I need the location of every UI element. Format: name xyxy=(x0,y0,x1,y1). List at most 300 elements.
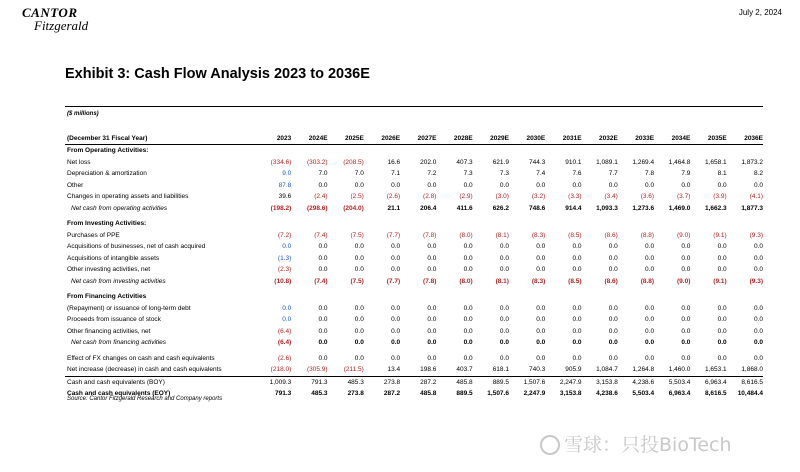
value-cell: 0.0 xyxy=(753,327,763,335)
value-cell: 0.0 xyxy=(753,339,763,346)
value-cell: 0.0 xyxy=(318,354,328,362)
year-header: 2035E xyxy=(690,133,726,145)
year-header: 2024E xyxy=(291,133,327,145)
value-cell: 1,093.3 xyxy=(596,204,618,212)
value-cell: (10.8) xyxy=(274,277,292,285)
value-cell: 0.0 xyxy=(354,181,364,189)
table-row xyxy=(65,191,763,203)
value-cell: (198.2) xyxy=(270,204,292,212)
value-cell: 202.0 xyxy=(420,158,437,166)
year-header: 2025E xyxy=(328,133,364,145)
value-cell: (8.8) xyxy=(640,231,655,239)
value-cell: (2.4) xyxy=(314,193,328,200)
value-cell: 0.0 xyxy=(354,316,364,323)
value-cell: 0.0 xyxy=(645,339,655,346)
value-cell: (208.5) xyxy=(343,158,364,166)
value-cell: 0.0 xyxy=(608,266,618,273)
value-cell: 740.3 xyxy=(528,366,546,373)
value-cell: 0.0 xyxy=(354,304,364,312)
value-cell: 0.0 xyxy=(645,304,655,312)
year-header: 2036E xyxy=(727,133,763,145)
value-cell: 1,084.7 xyxy=(596,366,618,373)
value-cell: 0.0 xyxy=(608,339,618,346)
year-header: 2033E xyxy=(618,133,654,145)
value-cell: 1,653.1 xyxy=(704,366,727,373)
value-cell: 3,153.8 xyxy=(582,376,618,388)
year-header: 2030E xyxy=(509,133,545,145)
value-cell: 0.0 xyxy=(499,254,509,262)
value-cell: 0.0 xyxy=(463,316,473,323)
value-cell: 0.0 xyxy=(717,327,727,335)
value-cell: (305.9) xyxy=(306,366,328,373)
value-cell: 0.0 xyxy=(536,316,546,323)
value-cell: (7.8) xyxy=(423,231,437,239)
value-cell: 0.0 xyxy=(536,266,546,273)
value-cell: 0.0 xyxy=(427,327,437,335)
value-cell: 7.3 xyxy=(463,170,473,177)
value-cell: (2.6) xyxy=(386,193,401,200)
value-cell: 791.3 xyxy=(275,390,292,397)
value-cell: 206.4 xyxy=(420,204,437,212)
value-cell: 0.0 xyxy=(318,181,328,189)
value-cell: 0.0 xyxy=(391,266,401,273)
value-cell: 8.2 xyxy=(753,170,763,177)
year-header: 2032E xyxy=(582,133,618,145)
value-cell: (8.3) xyxy=(531,231,546,239)
value-cell: 0.0 xyxy=(536,339,546,346)
value-cell: 0.0 xyxy=(753,254,763,262)
value-cell: 914.4 xyxy=(565,204,582,212)
value-cell: (204.0) xyxy=(343,204,364,212)
value-cell: 621.9 xyxy=(492,158,509,166)
value-cell: 0.0 xyxy=(391,354,401,362)
value-cell: (2.6) xyxy=(277,354,292,362)
value-cell: 0.0 xyxy=(753,266,763,273)
value-cell: (8.0) xyxy=(459,231,473,239)
value-cell: (9.3) xyxy=(749,231,763,239)
value-cell: 1,873.2 xyxy=(741,158,763,166)
value-cell: 0.0 xyxy=(282,243,292,250)
section-heading: From Financing Activities xyxy=(67,293,147,300)
value-cell: 13.4 xyxy=(387,366,401,373)
value-cell: 403.7 xyxy=(456,366,473,373)
value-cell: 0.0 xyxy=(681,316,691,323)
table-row xyxy=(65,264,763,276)
value-cell: 485.3 xyxy=(328,376,364,388)
table-row xyxy=(65,353,763,365)
value-cell: 0.0 xyxy=(427,339,437,346)
value-cell: (8.0) xyxy=(459,277,473,285)
value-cell: 6,963.4 xyxy=(668,390,691,397)
value-cell: 0.0 xyxy=(463,327,473,335)
snowball-logo-icon xyxy=(540,435,560,455)
value-cell: 0.0 xyxy=(427,316,437,323)
row-label: Net loss xyxy=(67,158,91,166)
table-row xyxy=(65,303,763,315)
value-cell: (8.5) xyxy=(568,231,582,239)
value-cell: (8.3) xyxy=(531,277,546,285)
value-cell: (7.5) xyxy=(350,277,364,285)
table-row xyxy=(65,168,763,180)
value-cell: 4,238.6 xyxy=(618,376,654,388)
value-cell: 7.7 xyxy=(608,170,618,177)
value-cell: (3.2) xyxy=(531,193,546,200)
table-row xyxy=(65,364,763,376)
table-row xyxy=(65,314,763,326)
value-cell: (4.1) xyxy=(749,193,763,200)
value-cell: (218.0) xyxy=(270,366,292,373)
value-cell: 1,658.1 xyxy=(704,158,727,166)
value-cell: (2.8) xyxy=(423,193,437,200)
value-cell: (7.2) xyxy=(277,231,292,239)
value-cell: 0.0 xyxy=(499,304,509,312)
year-header: 2026E xyxy=(364,133,400,145)
row-label: Net increase (decrease) in cash and cash equivalents xyxy=(67,366,222,373)
value-cell: 0.0 xyxy=(753,304,763,312)
value-cell: (3.0) xyxy=(495,193,509,200)
value-cell: 0.0 xyxy=(499,266,509,273)
value-cell: 0.0 xyxy=(318,266,328,273)
value-cell: 0.0 xyxy=(463,254,473,262)
value-cell: 87.8 xyxy=(278,181,292,189)
value-cell: (9.1) xyxy=(713,231,727,239)
value-cell: 0.0 xyxy=(354,254,364,262)
row-label: Purchases of PPE xyxy=(67,231,120,239)
fiscal-year-header: (December 31 Fiscal Year) xyxy=(65,133,255,145)
value-cell: 2,247.9 xyxy=(523,390,546,397)
value-cell: 0.0 xyxy=(681,243,691,250)
logo-line2: Fitzgerald xyxy=(34,18,89,33)
value-cell: 0.0 xyxy=(463,304,473,312)
value-cell: 0.0 xyxy=(572,327,582,335)
section-heading-row xyxy=(65,291,763,303)
value-cell: (3.4) xyxy=(604,193,618,200)
value-cell: 0.0 xyxy=(681,181,691,189)
value-cell: 21.1 xyxy=(387,204,401,212)
value-cell: 411.6 xyxy=(456,204,473,212)
value-cell: 0.0 xyxy=(717,354,727,362)
value-cell: 0.0 xyxy=(717,316,727,323)
value-cell: (8.1) xyxy=(495,277,509,285)
value-cell: 5,503.4 xyxy=(654,376,690,388)
value-cell: 905.9 xyxy=(565,366,582,373)
value-cell: 0.0 xyxy=(354,327,364,335)
value-cell: 1,269.4 xyxy=(632,158,655,166)
value-cell: (7.5) xyxy=(350,231,364,239)
value-cell: 0.0 xyxy=(717,266,727,273)
value-cell: 485.3 xyxy=(311,390,328,397)
value-cell: 889.5 xyxy=(473,376,509,388)
value-cell: 7.0 xyxy=(318,170,328,177)
row-label: Cash and cash equivalents (BOY) xyxy=(65,376,255,388)
value-cell: 1,089.1 xyxy=(596,158,618,166)
value-cell: 0.0 xyxy=(318,254,328,262)
value-cell: 1,469.0 xyxy=(668,204,691,212)
value-cell: 0.0 xyxy=(753,181,763,189)
value-cell: 2,247.9 xyxy=(545,376,581,388)
value-cell: 618.1 xyxy=(492,366,509,373)
value-cell: 4,238.6 xyxy=(596,390,618,397)
logo-line1: CANTOR xyxy=(22,5,78,20)
value-cell: 0.0 xyxy=(681,339,691,346)
value-cell: 0.0 xyxy=(318,243,328,250)
value-cell: (9.3) xyxy=(749,277,763,285)
value-cell: 0.0 xyxy=(608,316,618,323)
value-cell: 7.3 xyxy=(499,170,509,177)
report-date: July 2, 2024 xyxy=(738,8,782,17)
value-cell: 1,273.6 xyxy=(632,204,655,212)
value-cell: 0.0 xyxy=(645,181,655,189)
value-cell: 0.0 xyxy=(753,243,763,250)
value-cell: (7.8) xyxy=(423,277,437,285)
title-rule xyxy=(65,106,763,107)
table-header-row xyxy=(65,133,763,145)
source-note: Source: Cantor Fitzgerald Research and Company reports xyxy=(67,396,223,402)
value-cell: 744.3 xyxy=(528,158,546,166)
value-cell: 0.0 xyxy=(536,243,546,250)
section-heading: From Operating Activities: xyxy=(67,147,149,154)
value-cell: 0.0 xyxy=(499,243,509,250)
value-cell: 791.3 xyxy=(291,376,327,388)
value-cell: 0.0 xyxy=(645,316,655,323)
value-cell: 0.0 xyxy=(608,243,618,250)
value-cell: (8.6) xyxy=(604,277,618,285)
exhibit-title: Exhibit 3: Cash Flow Analysis 2023 to 2036E xyxy=(65,66,370,82)
subtotal-row xyxy=(65,276,763,288)
value-cell: 7.4 xyxy=(536,170,546,177)
value-cell: 0.0 xyxy=(753,354,763,362)
value-cell: 0.0 xyxy=(536,181,546,189)
value-cell: 0.0 xyxy=(391,304,401,312)
value-cell: 1,507.6 xyxy=(487,390,509,397)
value-cell: (3.6) xyxy=(640,193,655,200)
value-cell: 0.0 xyxy=(536,354,546,362)
value-cell: (7.7) xyxy=(386,277,401,285)
value-cell: 0.0 xyxy=(608,254,618,262)
value-cell: 0.0 xyxy=(645,327,655,335)
year-header: 2031E xyxy=(545,133,581,145)
table-row xyxy=(65,326,763,338)
year-header: 2029E xyxy=(473,133,509,145)
row-label: Net cash from financing activities xyxy=(71,339,167,346)
watermark xyxy=(540,430,732,457)
value-cell: 0.0 xyxy=(427,266,437,273)
value-cell: 0.0 xyxy=(318,339,328,346)
value-cell: (334.6) xyxy=(270,158,292,166)
value-cell: (6.4) xyxy=(277,339,292,346)
section-heading-row xyxy=(65,218,763,230)
value-cell: 1,464.8 xyxy=(668,158,691,166)
value-cell: 198.6 xyxy=(420,366,437,373)
value-cell: (1.3) xyxy=(277,254,292,262)
table-row xyxy=(65,157,763,169)
value-cell: (3.7) xyxy=(677,193,691,200)
value-cell: 0.0 xyxy=(572,354,582,362)
value-cell: (6.4) xyxy=(277,327,292,335)
value-cell: (9.0) xyxy=(677,231,691,239)
value-cell: 0.0 xyxy=(608,181,618,189)
value-cell: 407.3 xyxy=(456,158,473,166)
value-cell: 0.0 xyxy=(282,304,292,312)
value-cell: 0.0 xyxy=(536,254,546,262)
value-cell: 1,877.3 xyxy=(741,204,763,212)
value-cell: 7.8 xyxy=(645,170,655,177)
value-cell: (211.5) xyxy=(343,366,364,373)
value-cell: 0.0 xyxy=(427,181,437,189)
value-cell: 1,868.0 xyxy=(741,366,763,373)
value-cell: 0.0 xyxy=(499,327,509,335)
value-cell: 0.0 xyxy=(427,304,437,312)
value-cell: 0.0 xyxy=(499,316,509,323)
value-cell: 889.5 xyxy=(456,390,473,397)
value-cell: 626.2 xyxy=(492,204,509,212)
value-cell: 10,484.4 xyxy=(737,390,763,397)
value-cell: 0.0 xyxy=(354,339,364,346)
units-label: ($ millions) xyxy=(67,111,99,117)
value-cell: 0.0 xyxy=(318,316,328,323)
value-cell: 0.0 xyxy=(463,266,473,273)
value-cell: 0.0 xyxy=(463,339,473,346)
value-cell: 910.1 xyxy=(565,158,582,166)
table-row xyxy=(65,241,763,253)
subtotal-row xyxy=(65,203,763,215)
value-cell: 0.0 xyxy=(391,254,401,262)
row-label: Acquisitions of businesses, net of cash acquired xyxy=(67,243,206,250)
value-cell: (9.1) xyxy=(713,277,727,285)
value-cell: 0.0 xyxy=(318,304,328,312)
value-cell: 0.0 xyxy=(572,181,582,189)
value-cell: 3,153.8 xyxy=(559,390,582,397)
value-cell: 0.0 xyxy=(318,327,328,335)
value-cell: 0.0 xyxy=(427,354,437,362)
value-cell: 1,662.3 xyxy=(704,204,727,212)
value-cell: 0.0 xyxy=(681,354,691,362)
value-cell: 0.0 xyxy=(681,266,691,273)
value-cell: 0.0 xyxy=(354,243,364,250)
year-header: 2034E xyxy=(654,133,690,145)
value-cell: (2.3) xyxy=(277,266,292,273)
value-cell: (303.2) xyxy=(306,158,328,166)
value-cell: 485.8 xyxy=(420,390,437,397)
value-cell: 0.0 xyxy=(391,316,401,323)
value-cell: 0.0 xyxy=(391,339,401,346)
cash-flow-table xyxy=(65,133,763,400)
value-cell: 0.0 xyxy=(717,339,727,346)
year-header: 2028E xyxy=(436,133,472,145)
year-header: 2023 xyxy=(255,133,291,145)
row-label: Proceeds from issuance of stock xyxy=(67,316,161,323)
row-label: (Repayment) or issuance of long-term debt xyxy=(67,304,191,312)
value-cell: 0.0 xyxy=(463,243,473,250)
row-label: Net cash from operating activities xyxy=(71,204,168,212)
value-cell: 7.1 xyxy=(391,170,401,177)
cantor-fitzgerald-logo xyxy=(22,6,122,40)
value-cell: 0.0 xyxy=(608,327,618,335)
value-cell: (2.9) xyxy=(459,193,473,200)
value-cell: 287.2 xyxy=(400,376,436,388)
row-label: Other xyxy=(67,181,84,189)
year-header: 2027E xyxy=(400,133,436,145)
value-cell: 0.0 xyxy=(572,243,582,250)
value-cell: 0.0 xyxy=(391,243,401,250)
value-cell: 0.0 xyxy=(681,327,691,335)
table-row xyxy=(65,180,763,192)
value-cell: 0.0 xyxy=(354,354,364,362)
value-cell: 0.0 xyxy=(282,316,292,323)
value-cell: 0.0 xyxy=(717,243,727,250)
row-label: Changes in operating assets and liabilities xyxy=(67,193,189,200)
value-cell: 1,009.3 xyxy=(255,376,291,388)
value-cell: 0.0 xyxy=(572,254,582,262)
value-cell: 7.9 xyxy=(681,170,691,177)
table-row xyxy=(65,376,763,388)
value-cell: 0.0 xyxy=(499,354,509,362)
value-cell: 0.0 xyxy=(572,316,582,323)
value-cell: (8.1) xyxy=(495,231,509,239)
table-row xyxy=(65,253,763,265)
value-cell: (298.6) xyxy=(306,204,328,212)
value-cell: 0.0 xyxy=(645,254,655,262)
value-cell: (9.0) xyxy=(677,277,691,285)
value-cell: 0.0 xyxy=(354,266,364,273)
value-cell: 7.0 xyxy=(354,170,364,177)
value-cell: (7.7) xyxy=(386,231,401,239)
value-cell: 0.0 xyxy=(391,327,401,335)
section-heading-row xyxy=(65,145,763,157)
value-cell: 0.0 xyxy=(463,354,473,362)
watermark-text: 雪球：只投BioTech xyxy=(564,434,732,456)
row-label: Acquisitions of intangible assets xyxy=(67,254,160,262)
value-cell: 0.0 xyxy=(681,254,691,262)
value-cell: 1,460.0 xyxy=(668,366,691,373)
value-cell: 0.0 xyxy=(572,266,582,273)
value-cell: 0.0 xyxy=(717,254,727,262)
value-cell: 0.0 xyxy=(717,304,727,312)
value-cell: (3.9) xyxy=(713,193,727,200)
value-cell: (7.4) xyxy=(314,231,328,239)
value-cell: 0.0 xyxy=(645,354,655,362)
value-cell: 485.8 xyxy=(436,376,472,388)
value-cell: 7.2 xyxy=(427,170,437,177)
row-label: Effect of FX changes on cash and cash equivalents xyxy=(67,354,215,362)
value-cell: 1,507.6 xyxy=(509,376,545,388)
value-cell: (8.6) xyxy=(604,231,618,239)
row-label: Other financing activities, net xyxy=(67,327,151,335)
value-cell: 5,503.4 xyxy=(632,390,655,397)
value-cell: 39.6 xyxy=(278,193,292,200)
row-label: Net cash from investing activities xyxy=(71,277,166,285)
value-cell: 0.0 xyxy=(717,181,727,189)
value-cell: 0.0 xyxy=(536,304,546,312)
value-cell: 16.6 xyxy=(387,158,401,166)
value-cell: 0.0 xyxy=(572,304,582,312)
value-cell: 0.0 xyxy=(391,181,401,189)
value-cell: 0.0 xyxy=(499,181,509,189)
value-cell: (7.4) xyxy=(314,277,328,285)
value-cell: 273.8 xyxy=(364,376,400,388)
row-label: Cash and cash equivalents (EOY) xyxy=(67,390,171,397)
value-cell: 0.0 xyxy=(608,354,618,362)
value-cell: 0.0 xyxy=(536,327,546,335)
value-cell: (8.5) xyxy=(568,277,582,285)
section-heading: From Investing Activities: xyxy=(67,220,147,227)
value-cell: 0.0 xyxy=(499,339,509,346)
value-cell: 0.0 xyxy=(753,316,763,323)
value-cell: 0.0 xyxy=(681,304,691,312)
row-label: Depreciation & amortization xyxy=(67,170,147,177)
table-row xyxy=(65,230,763,242)
value-cell: 748.6 xyxy=(528,204,546,212)
